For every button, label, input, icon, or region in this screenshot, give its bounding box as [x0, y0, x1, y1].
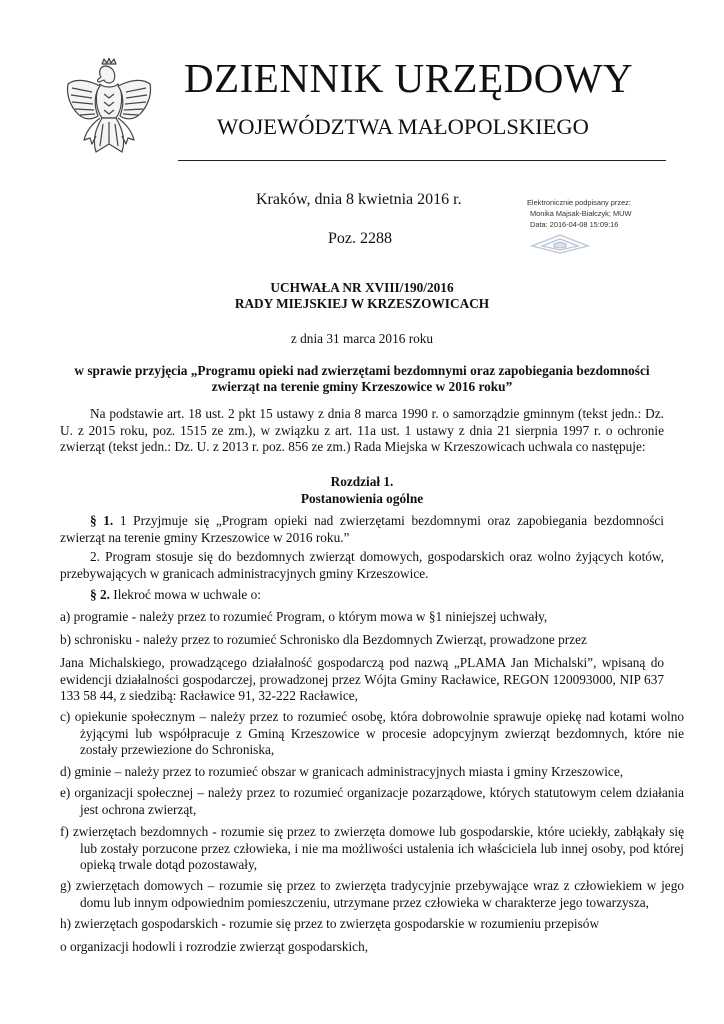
section-1-text: 1 Przyjmuje się „Program opieki nad zwierzętami bezdomnymi oraz zapobiegania bezdomności zwierząt na terenie gminy Krzeszowice w 2016 roku.”	[60, 513, 664, 545]
section-2-label: § 2.	[90, 587, 110, 602]
signature-line-signer: Monika Majsak-Białczyk; MUW	[530, 209, 632, 218]
section-2-paragraph	[60, 587, 664, 604]
chapter-number: Rozdział 1.	[330, 474, 394, 489]
resolution-heading	[60, 280, 664, 312]
section-1-paragraph-1	[60, 513, 664, 546]
definition-e: e) organizacji społecznej – należy przez to rozumieć organizacje pozarządowe, których statutowym celem działania jest ochrona zwierząt,	[60, 785, 684, 817]
signature-line-signed-by: Elektronicznie podpisany przez:	[527, 198, 631, 207]
section-1-label: § 1.	[90, 513, 114, 528]
chapter-title: Postanowienia ogólne	[300, 490, 424, 506]
definition-h-continued: o organizacji hodowli i rozrodzie zwierząt gospodarskich,	[60, 939, 369, 954]
header-divider	[178, 160, 666, 161]
definition-h: h) zwierzętach gospodarskich - rozumie się przez to zwierzęta gospodarskie w rozumieniu przepisów	[60, 916, 600, 931]
publication-date: Kraków, dnia 8 kwietnia 2016 r.	[256, 191, 462, 208]
signature-line-date: Data: 2016-04-08 15:09:16	[530, 220, 619, 229]
chapter-heading	[60, 474, 664, 507]
preamble-paragraph: Na podstawie art. 18 ust. 2 pkt 15 ustawy z dnia 8 marca 1990 r. o samorządzie gminnym (tekst jedn.: Dz. U. z 2015 roku, poz. 1515 ze zm.), w związku z art. 11a ust. 1 ustawy z dnia 21 sierpnia 1997 r. o ochronie zwierząt (tekst jedn.: Dz. U. z 2013 r. poz. 856 ze zm.) Rada Miejska w Krzeszowicach uchwala co następuje:	[60, 406, 664, 454]
resolution-council: RADY MIEJSKIEJ W KRZESZOWICACH	[234, 296, 490, 311]
white-eagle-emblem-icon	[62, 58, 156, 170]
definition-b: b) schronisku - należy przez to rozumieć Schronisko dla Bezdomnych Zwierząt, prowadzone przez	[60, 632, 587, 647]
signature-stamp-icon	[530, 232, 592, 254]
definition-c: c) opiekunie społecznym – należy przez to rozumieć osobę, która dobrowolnie sprawuje opiekę nad kotami wolno żyjącymi lub współpracuje z Gminą Krzeszowice w procesie adopcyjnym zwierząt bezdomnych, które nie zostały przewiezione do Schroniska,	[60, 709, 684, 757]
resolution-subject: w sprawie przyjęcia „Programu opieki nad zwierzętami bezdomnymi oraz zapobiegania bezdomności zwierząt na terenie gminy Krzeszowice w 2016 roku”	[74, 363, 650, 394]
position-number: Poz. 2288	[328, 230, 392, 247]
resolution-number: UCHWAŁA NR XVIII/190/2016	[270, 280, 454, 295]
definition-d: d) gminie – należy przez to rozumieć obszar w granicach administracyjnych miasta i gminy Krzeszowice,	[60, 764, 624, 779]
section-1-paragraph-2: 2. Program stosuje się do bezdomnych zwierząt domowych, gospodarskich oraz wolno żyjących kotów, przebywających w granicach administracyjnych gminy Krzeszowice.	[60, 549, 664, 581]
definition-g: g) zwierzętach domowych – rozumie się przez to zwierzęta tradycyjnie przebywające wraz z człowiekiem w jego domu lub innym odpowiednim pomieszczeniu, utrzymane przez człowieka w charakterze jego towarzysza,	[60, 878, 684, 910]
definition-b-continued: Jana Michalskiego, prowadzącego działalność gospodarczą pod nazwą „PLAMA Jan Michalski”, wpisaną do ewidencji działalności gospodarczej, prowadzonej przez Wójta Gminy Racławice, REGON 120093000, NIP 637 133 58 44, z siedzibą: Racławice 91, 32-222 Racławice,	[60, 655, 664, 703]
definition-f: f) zwierzętach bezdomnych - rozumie się przez to zwierzęta domowe lub gospodarskie, które uciekły, zabłąkały się lub zostały porzucone przez człowieka, i nie ma możliwości ustalenia ich właściciela lub innej osoby, pod której opieką trwale dotąd pozostawały,	[60, 824, 684, 872]
electronic-signature	[527, 197, 631, 230]
journal-title: DZIENNIK URZĘDOWY	[184, 55, 634, 101]
definition-a: a) programie - należy przez to rozumieć Program, o którym mowa w §1 niniejszej uchwały,	[60, 609, 548, 624]
resolution-date: z dnia 31 marca 2016 roku	[290, 331, 434, 346]
section-2-text: Ilekroć mowa w uchwale o:	[109, 587, 261, 602]
journal-subtitle: WOJEWÓDZTWA MAŁOPOLSKIEGO	[217, 114, 589, 139]
